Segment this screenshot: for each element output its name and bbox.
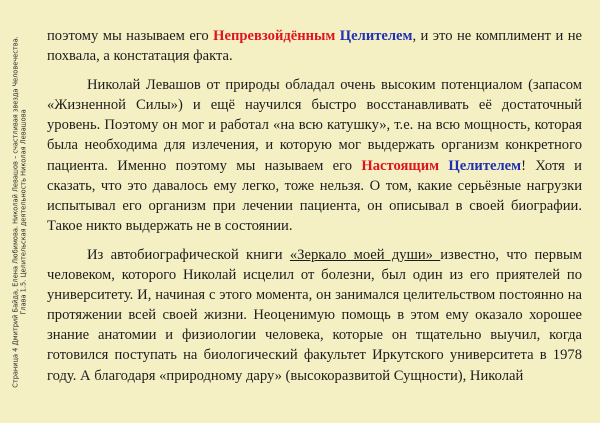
paragraph-2-text-b: ! Хотя и сказать, что это давалось ему легко, тоже нельзя. О том, какие серьёзные нагрузки испытывал его организм при лечении пациента, он описывал в своей биографии. Такое никто выдержать не в состоянии.	[47, 157, 582, 234]
highlight-healer-2: Целителем	[448, 157, 522, 174]
paragraph-1-text-a: поэтому мы называем его	[47, 28, 214, 44]
paragraph-1-text-b: , и это не комплимент и не похвала, а констатация факта.	[47, 28, 582, 65]
page-body	[47, 0, 582, 386]
paragraph-2-text-a: Николай Левашов от природы обладал очень высоким потенциалом (запасом «Жизненной Силы») и ещё научился быстро восстанавливать её достаточный уровень. Поэтому он мог и работал «на всю катушку», т.е. на всю мощность, которая была необходима для излечения, и которую мог выдержать организм конкретного пациента. Именно поэтому мы называем его	[47, 77, 582, 174]
paragraph-3	[47, 245, 582, 386]
caption-line-2: Глава 1.5. Целительская деятельность Николая Левашова	[20, 109, 28, 315]
highlight-true: Настоящим	[361, 157, 440, 174]
paragraph-3-text-a: Из автобиографической книги	[87, 246, 290, 263]
caption-line-1: Страница 4 Дмитрий Байда, Елена Любимова. Николай Левашов – счастливая звезда Человечества.	[11, 36, 20, 388]
paragraph-3-text-b: известно, что первым человеком, которого Николай исцелил от болезни, был один из его приятелей по университету. И, начиная с этого момента, он занимался целительством постоянно на протяжении всей своей жизни. Неоценимую помощь в этом ему оказало хорошее знание анатомии и физиологии человека, которые он тщательно выучил, когда готовился поступать на биологический факультет Иркутского университета в 1978 году. А благодаря «природному дару» (высокоразвитой Сущности), Николай	[47, 246, 583, 384]
book-title-link[interactable]: «Зеркало моей души»	[289, 246, 441, 263]
vertical-caption-text	[12, 2, 29, 422]
vertical-page-caption	[0, 0, 40, 423]
highlight-unsurpassed: Непревзойдённым	[213, 28, 336, 44]
paragraph-1	[47, 26, 582, 66]
paragraph-2	[47, 75, 582, 236]
highlight-healer-1: Целителем	[339, 28, 413, 44]
